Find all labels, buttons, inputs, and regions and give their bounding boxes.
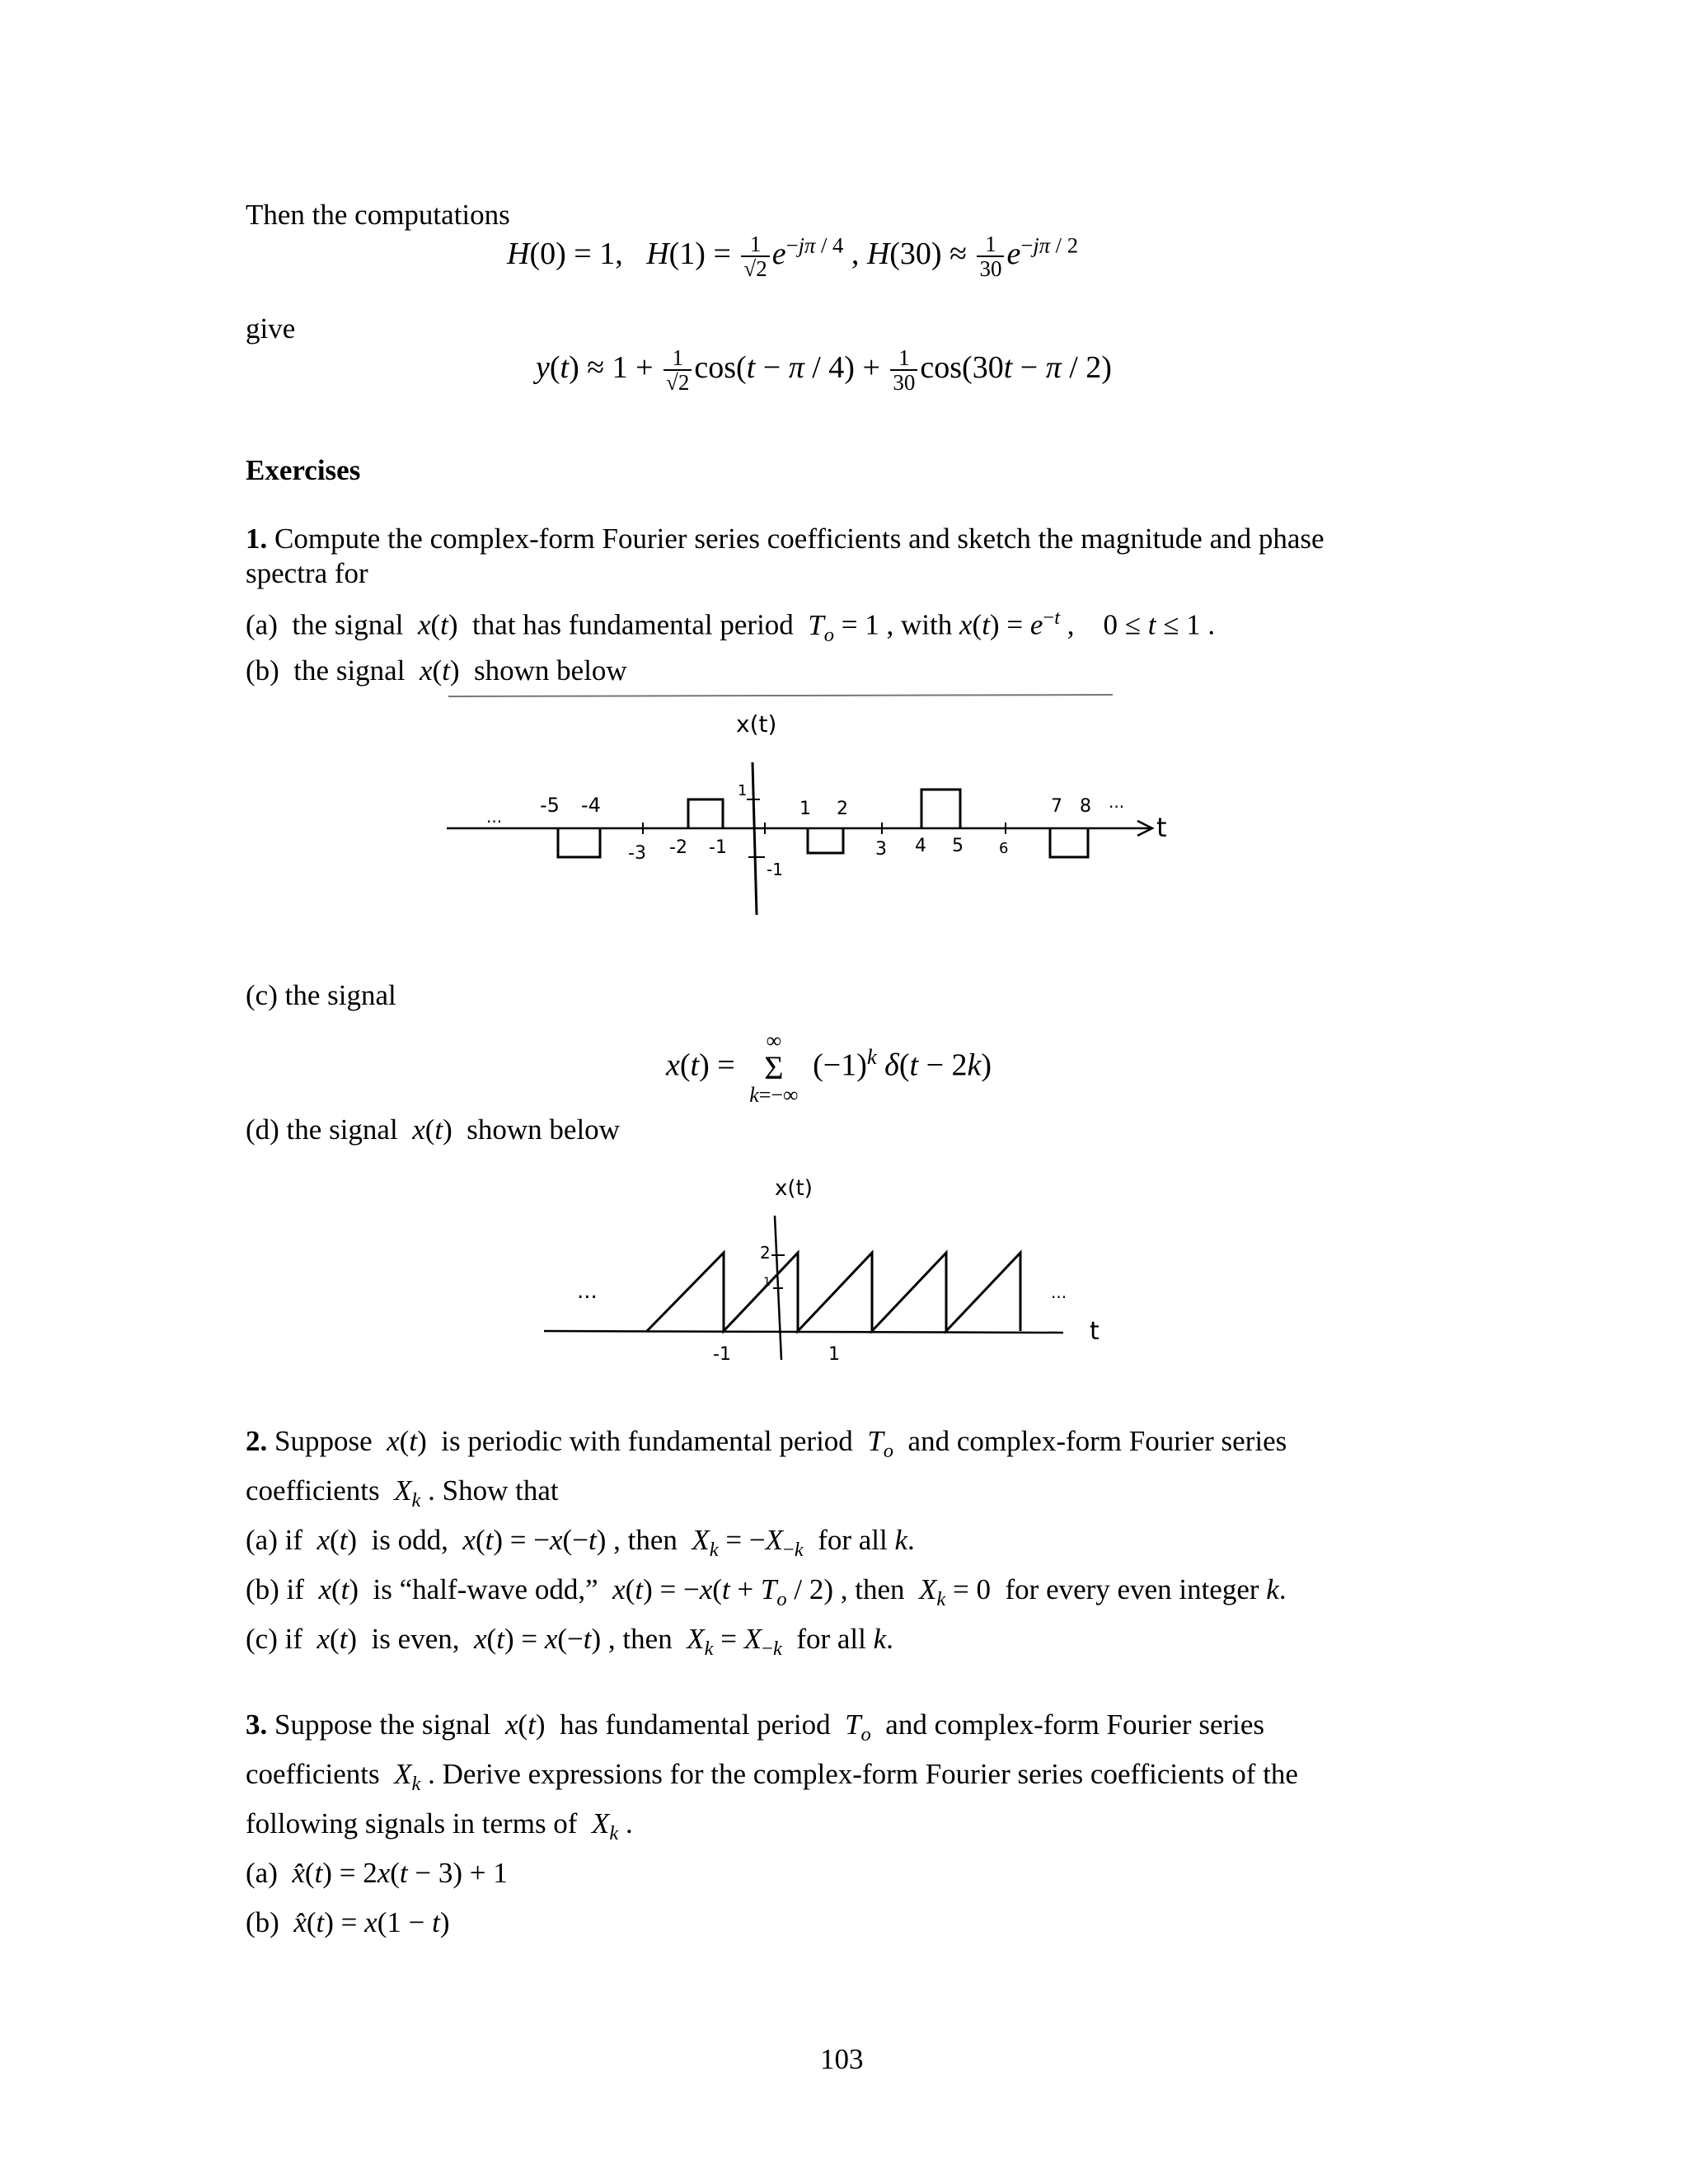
figure-b-tick-label: -1 (709, 837, 727, 858)
figure-b-tick-label: 4 (915, 836, 926, 856)
figure-b-x-label: t (1156, 812, 1167, 843)
intro-give-line: give (246, 312, 296, 344)
page-number: 103 (820, 2043, 864, 2075)
figure-b-top-rule (448, 695, 1113, 696)
ex3-line1: 3. Suppose the signal x(t) has fundamental period $T_o$ and complex-form Fourier series (246, 1708, 1265, 1746)
ex2-line2: coefficients $X_k$ . Show that (246, 1474, 559, 1511)
figure-b-one-label: 1 (738, 782, 748, 799)
H-equation: H(0) = 1, H(1) = $\frac{1}{√2}$ $e^{-j\pi / 4}$ , H(30) ≈ $\frac{1}{30}$ $e^{-j\pi / 2}$ (507, 232, 1079, 282)
figure-d-sawtooth (536, 1166, 1162, 1368)
figure-d-y-label: x(t) (775, 1176, 813, 1201)
ex2-part-b: (b) if x(t) is “half-wave odd,” $x(t) = -x(t + T_o / 2)$ , then $X_k = 0$ for every even integer k. (246, 1573, 1287, 1610)
figure-d-ellipsis-right: ... (1051, 1282, 1067, 1302)
ex3-part-a: (a) x̂(t) = 2x(t − 3) + 1 (246, 1857, 508, 1889)
figure-d-x-label: t (1090, 1317, 1100, 1346)
ex1-part-c: (c) the signal (246, 979, 396, 1011)
figure-b-y-label: x(t) (736, 710, 777, 738)
ex1-line1: 1. Compute the complex-form Fourier series coefficients and sketch the magnitude and phase (246, 523, 1325, 555)
figure-b-tick-label: 7 (1051, 796, 1062, 817)
intro-then-line: Then the computations (246, 199, 510, 231)
figure-d-sawtooth-line (647, 1253, 1020, 1331)
figure-b-tick-label: 8 (1080, 796, 1091, 817)
figure-b-pulse-pos-1 (688, 799, 723, 828)
ex3-line3: following signals in terms of $X_k$ . (246, 1807, 633, 1844)
ex1-part-d: (d) the signal x(t) shown below (246, 1113, 620, 1146)
figure-b-y-axis (753, 762, 757, 915)
figure-b-ellipsis-right: ... (1109, 792, 1125, 812)
figure-b-tick-label: 6 (999, 840, 1009, 857)
ex1-part-b: (b) the signal x(t) shown below (246, 654, 627, 687)
figure-d-neg-one-tick: -1 (713, 1344, 731, 1365)
figure-d-one-label: 1 (763, 1276, 771, 1289)
y-equation: y(t) ≈ 1 + $\frac{1}{√2}$ cos(t − π / 4) + $\frac{1}{30}$ cos(30t − π / 2) (536, 345, 1112, 396)
ex1-part-a: (a) the signal x(t) that has fundamental period $T_o = 1$ , with $x(t) = e^{-t}$ , 0 ≤ t ≤ 1 . (246, 607, 1216, 646)
c-sum-equation: x(t) = ∞ Σ k=−∞ $(-1)^k$ δ(t − 2k) (666, 1029, 992, 1107)
figure-b-tick-label: -3 (628, 843, 646, 864)
figure-d-ellipsis-left: ... (577, 1279, 598, 1304)
figure-d-t-axis (544, 1331, 1063, 1333)
figure-b-tick-label: 1 (799, 799, 811, 819)
figure-b-pulse-pos-2 (921, 790, 960, 828)
ex2-part-a: (a) if x(t) is odd, x(t) = −x(−t) , then $X_k = -X_{-k}$ for all k. (246, 1524, 915, 1561)
figure-b-tick-label: -4 (581, 794, 601, 817)
ex2-part-c: (c) if x(t) is even, x(t) = x(−t) , then $X_k = X_{-k}$ for all k. (246, 1623, 893, 1660)
exercises-heading: Exercises (246, 454, 361, 486)
figure-b-pulse-neg-2 (808, 828, 843, 853)
ex3-part-b: (b) x̂(t) = x(1 − t) (246, 1906, 450, 1938)
figure-b-pulse-neg-1 (558, 828, 600, 857)
figure-b-pulse-neg-3 (1050, 828, 1088, 857)
ex2-line1: 2. Suppose x(t) is periodic with fundamental period $T_o$ and complex-form Fourier series (246, 1425, 1287, 1462)
figure-b-square-wave (437, 684, 1195, 931)
figure-d-two-label: 2 (760, 1243, 771, 1263)
figure-b-neg-one-label: -1 (767, 860, 783, 879)
figure-b-tick-label: 3 (875, 839, 887, 860)
ex3-line2: coefficients $X_k$ . Derive expressions for the complex-form Fourier series coefficients of the (246, 1758, 1298, 1795)
figure-b-tick-label: -5 (540, 794, 560, 817)
figure-d-pos-one-tick: 1 (828, 1344, 840, 1365)
figure-b-ellipsis-left: ... (486, 807, 503, 827)
figure-b-tick-label: 2 (837, 799, 848, 819)
figure-b-tick-label: -2 (669, 837, 687, 858)
figure-b-tick-label: 5 (952, 836, 964, 856)
ex1-line2: spectra for (246, 557, 368, 589)
